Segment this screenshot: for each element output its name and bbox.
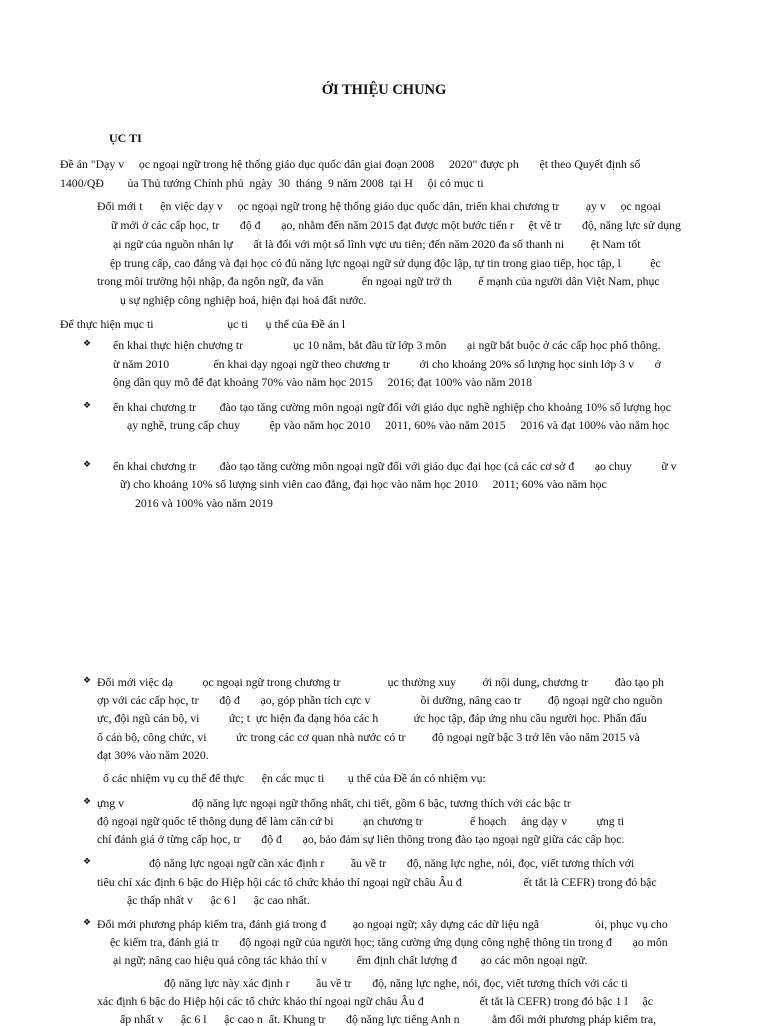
- bullet-line: ộng dần quy mô để đạt khoảng 70% vào năm học 2015 2016; đạt 100% vào năm 2018: [113, 375, 533, 389]
- bullet-line: ừ năm 2010 ển khai dạy ngoại ngữ theo chương tr ới cho khoảng 20% số lượng học sinh lớp 3 v ở: [113, 357, 661, 371]
- bullet-line: ệc kiểm tra, đánh giá tr độ ngoại ngữ của người học; tăng cường ứng dụng công nghệ thông tin trong đ ạo môn: [110, 935, 668, 949]
- bullet-line: chí đánh giá ở từng cấp học, tr độ đ ạo, bảo đảm sự liên thông trong đào tạo ngoại ngữ giữa các cấp học.: [97, 832, 625, 846]
- bullet-line: độ ngoại ngữ quốc tế thông dụng để làm căn cứ bi ạn chương tr ế hoạch ảng dạy v ựng ti: [97, 814, 625, 828]
- bullet-line: đạt 30% vào năm 2020.: [97, 748, 209, 762]
- bullet-line: ợp với các cấp học, tr độ đ ạo, góp phần tích cực v ồi dưỡng, nâng cao tr độ ngoại ngữ cho nguồn: [97, 693, 663, 707]
- page-title: ỚI THIỆU CHUNG: [321, 82, 447, 98]
- diamond-bullet-icon: ❖: [83, 460, 92, 470]
- goal-line: ệp trung cấp, cao đẳng và đại học có đủ năng lực ngoại ngữ sử dụng độc lập, tự tin trong giao tiếp, học tập, l ệc: [110, 256, 661, 270]
- bullet-line: tiêu chí xác định 6 bậc do Hiệp hội các tổ chức khảo thí ngoại ngữ châu Âu đ ết tắt là CEFR) trong đó bậc: [97, 875, 657, 889]
- specific-intro: Để thực hiện mục ti ục ti ụ thể của Đề án l: [60, 317, 346, 331]
- intro-line: Đề án "Dạy v ọc ngoại ngữ trong hệ thống giáo dục quốc dân giai đoạn 2008 2020" được ph ệt theo Quyết định số: [60, 157, 641, 171]
- bullet-line: ển khai chương tr đào tạo tăng cường môn ngoại ngữ đối với giáo dục nghề nghiệp cho khoảng 10% số lượng học: [113, 400, 672, 414]
- diamond-bullet-icon: ❖: [83, 797, 92, 807]
- bullet-line: ậc thấp nhất v ậc 6 l ậc cao nhất.: [127, 893, 310, 907]
- bullet-line: ển khai chương tr đào tạo tăng cường môn ngoại ngữ đối với giáo dục đại học (cả các cơ sở đ ạo chuy ữ v: [113, 459, 677, 473]
- goal-line: trong môi trường hội nhập, đa ngôn ngữ, đa văn ến ngoại ngữ trở th ế mạnh của người dân Việt Nam, phục: [97, 274, 660, 288]
- diamond-bullet-icon: ❖: [83, 339, 92, 349]
- bullet-line: Đổi mới phương pháp kiểm tra, đánh giá trong đ ạo ngoại ngữ; xây dựng các dữ liệu ngâ ỏi, phục vụ cho: [97, 917, 668, 931]
- diamond-bullet-icon: ❖: [83, 401, 92, 411]
- bullet-line: ực, đội ngũ cán bộ, vi ức; t ực hiện đa dạng hóa các h ức học tập, đáp ứng nhu cầu người học. Phấn đấu: [97, 711, 647, 725]
- bullet-line: ển khai thực hiện chương tr ục 10 năm, bắt đầu từ lớp 3 môn ại ngữ bắt buộc ở các cấp học phổ thông.: [113, 338, 661, 352]
- bullet-line: độ năng lực ngoại ngữ cần xác định r ầu về tr độ, năng lực nghe, nói, đọc, viết tương thích với: [149, 856, 635, 870]
- bullet-line: 2016 và 100% vào năm 2019: [135, 496, 273, 510]
- goal-line: Đổi mới t ện việc dạy v ọc ngoại ngữ trong hệ thống giáo dục quốc dân, triển khai chương tr ạy v ọc ngoại: [97, 199, 661, 213]
- bullet-line: ố cán bộ, công chức, vi ức trong các cơ quan nhà nước có tr độ ngoại ngữ bậc 3 trở lên vào năm 2015 và: [97, 730, 640, 744]
- diamond-bullet-icon: ❖: [83, 676, 92, 686]
- closing-line: độ năng lực này xác định r ầu về tr độ, năng lực nghe, nói, đọc, viết tương thích với các ti: [164, 976, 628, 990]
- closing-line: xác định 6 bậc do Hiệp hội các tổ chức khảo thí ngoại ngữ châu Âu đ ết tắt là CEFR) trong đó bậc 1 l ậc: [97, 994, 653, 1008]
- diamond-bullet-icon: ❖: [83, 918, 92, 928]
- tasks-intro: ố các nhiệm vụ cụ thể để thực ện các mục ti ụ thể của Đề án có nhiệm vụ:: [103, 771, 486, 785]
- bullet-line: ạy nghề, trung cấp chuy ệp vào năm học 2010 2011, 60% vào năm 2015 2016 và đạt 100% vào năm học: [127, 418, 670, 432]
- goal-line: ữ mới ở các cấp học, tr độ đ ạo, nhằm đến năm 2015 đạt được một bước tiến r ệt về tr độ, năng lực sử dụng: [111, 218, 681, 232]
- bullet-line: ại ngữ; nâng cao hiệu quả công tác khảo thí v ểm định chất lượng đ ạo các môn ngoại ngữ.: [113, 953, 588, 967]
- bullet-line: ữ) cho khoảng 10% số lượng sinh viên cao đẳng, đại học vào năm học 2010 2011; 60% vào năm học: [120, 477, 607, 491]
- bullet-line: ựng v độ năng lực ngoại ngữ thống nhất, chi tiết, gồm 6 bậc, tương thích với các bậc tr: [97, 796, 571, 810]
- diamond-bullet-icon: ❖: [83, 857, 92, 867]
- closing-line: ấp nhất v ậc 6 l ậc cao n ất. Khung tr độ năng lực tiếng Anh n ằm đổi mới phương pháp kiểm tra,: [120, 1012, 657, 1026]
- section-heading: ỤC TI: [109, 131, 142, 145]
- goal-line: ụ sự nghiệp công nghiệp hoá, hiện đại hoá đất nước.: [120, 293, 367, 307]
- goal-line: ại ngữ của nguồn nhân lự ất là đối với một số lĩnh vực ưu tiên; đến năm 2020 đa số thanh ni ệt Nam tốt: [113, 237, 641, 251]
- intro-line: 1400/QĐ ủa Thủ tướng Chính phủ ngày 30 tháng 9 năm 2008 tại H ội có mục ti: [60, 176, 484, 190]
- bullet-line: Đổi mới việc dạ ọc ngoại ngữ trong chương tr ục thường xuy ới nội dung, chương tr đào tạo ph: [97, 675, 664, 689]
